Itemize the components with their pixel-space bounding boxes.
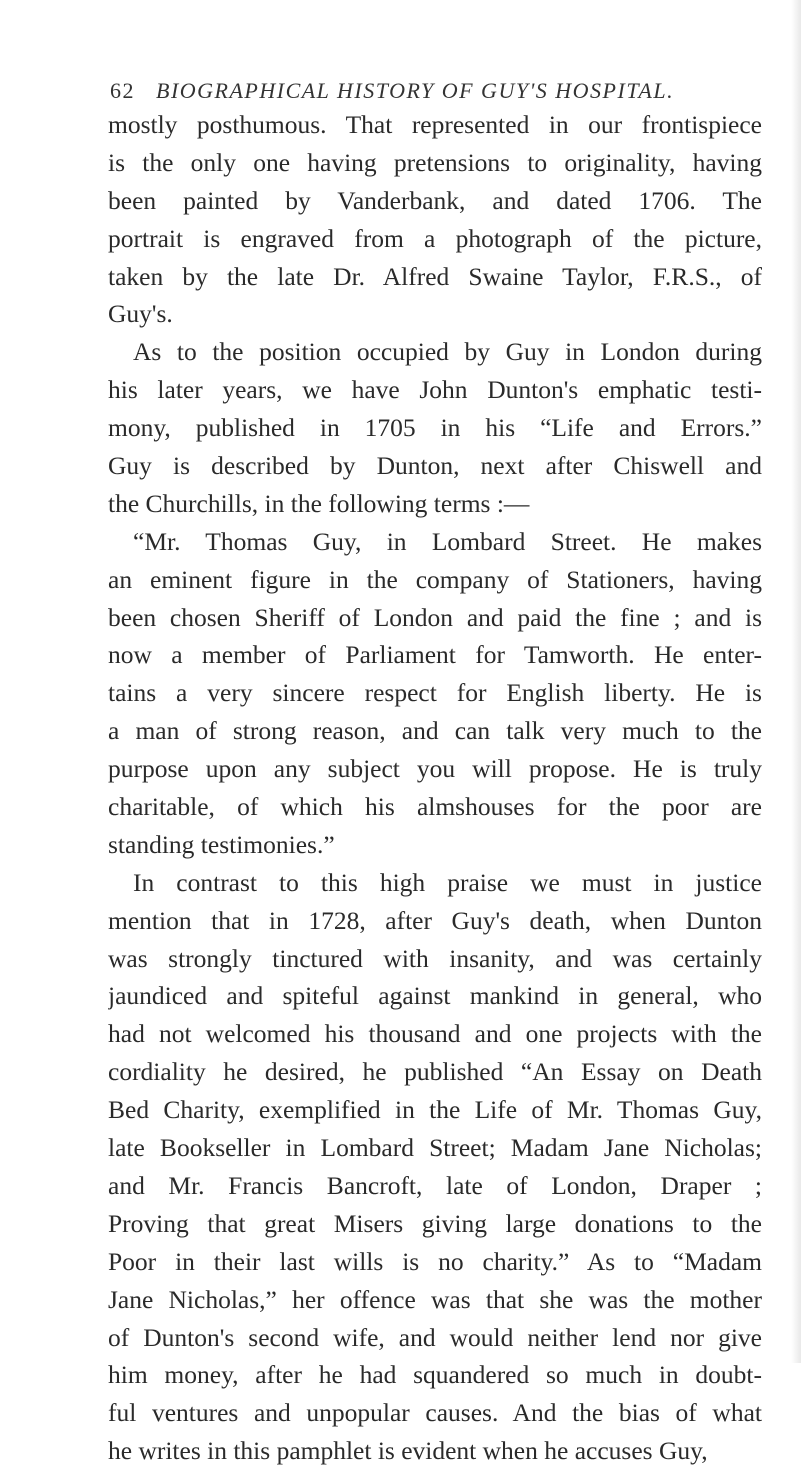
text-line: charitable, of which his almshouses for the poor are xyxy=(108,792,762,822)
text-line: a man of strong reason, and can talk very much to the xyxy=(108,716,762,746)
text-line: Poor in their last wills is no charity.” As to “Madam xyxy=(108,1246,762,1276)
text-line: of Dunton's second wife, and would neither lend nor give xyxy=(108,1322,762,1352)
text-line: mony, published in 1705 in his “Life and Errors.” xyxy=(108,413,762,443)
text-line: standing testimonies.” xyxy=(108,829,335,859)
text-line: jaundiced and spiteful against mankind in general, who xyxy=(108,981,762,1011)
paragraph xyxy=(108,333,762,522)
text-line: had not welcomed his thousand and one projects with the xyxy=(108,1019,762,1049)
paragraph xyxy=(108,864,762,1470)
body-text xyxy=(108,106,762,1470)
text-line: portrait is engraved from a photograph of the picture, xyxy=(108,223,762,253)
paragraph xyxy=(108,523,762,864)
text-line: Guy is described by Dunton, next after Chiswell and xyxy=(108,451,762,481)
text-line: been painted by Vanderbank, and dated 1706. The xyxy=(108,185,762,215)
text-line: tains a very sincere respect for English liberty. He is xyxy=(108,678,762,708)
running-title: BIOGRAPHICAL HISTORY OF GUY'S HOSPITAL. xyxy=(156,78,675,103)
text-line: Proving that great Misers giving large donations to the xyxy=(108,1208,762,1238)
text-line: Guy's. xyxy=(108,299,173,329)
text-line: was strongly tinctured with insanity, and was certainly xyxy=(108,943,762,973)
text-line: purpose upon any subject you will propose. He is truly xyxy=(108,754,762,784)
text-line: been chosen Sheriff of London and paid the fine ; and is xyxy=(108,602,762,632)
text-line: is the only one having pretensions to originality, having xyxy=(108,147,762,177)
text-line: him money, after he had squandered so much in doubt- xyxy=(108,1360,762,1390)
text-line: cordiality he desired, he published “An Essay on Death xyxy=(108,1057,762,1087)
text-line: “Mr. Thomas Guy, in Lombard Street. He makes xyxy=(133,526,762,556)
text-line: Bed Charity, exemplified in the Life of Mr. Thomas Guy, xyxy=(108,1095,762,1125)
text-line: late Bookseller in Lombard Street; Madam Jane Nicholas; xyxy=(108,1133,762,1163)
text-line: an eminent figure in the company of Stationers, having xyxy=(108,564,762,594)
text-line: and Mr. Francis Bancroft, late of London, Draper ; xyxy=(108,1170,762,1200)
text-line: Jane Nicholas,” her offence was that she was the mother xyxy=(108,1284,762,1314)
text-line: As to the position occupied by Guy in London during xyxy=(133,337,762,367)
text-line: the Churchills, in the following terms :— xyxy=(108,488,530,518)
text-line: In contrast to this high praise we must in justice xyxy=(133,867,762,897)
text-line: mention that in 1728, after Guy's death, when Dunton xyxy=(108,905,762,935)
text-line: he writes in this pamphlet is evident when he accuses Guy, xyxy=(108,1436,708,1466)
text-line: ful ventures and unpopular causes. And the bias of what xyxy=(108,1398,762,1428)
text-line: his later years, we have John Dunton's emphatic testi- xyxy=(108,375,762,405)
page-number: 62 xyxy=(110,78,135,103)
paragraph xyxy=(108,106,762,333)
text-line: mostly posthumous. That represented in our frontispiece xyxy=(108,110,762,139)
text-line: now a member of Parliament for Tamworth. He enter- xyxy=(108,640,762,670)
page-edge-shadow xyxy=(791,0,801,1363)
text-line: taken by the late Dr. Alfred Swaine Taylor, F.R.S., of xyxy=(108,261,762,291)
